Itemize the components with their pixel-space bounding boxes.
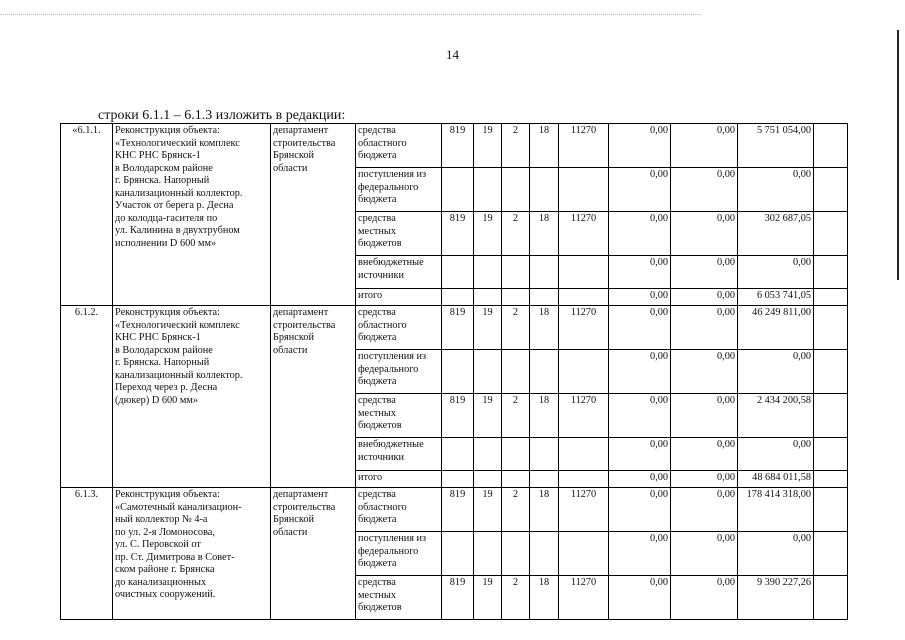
amount-value: 0,00 <box>738 438 814 471</box>
amount-value: 0,00 <box>671 256 738 289</box>
funding-source <box>356 289 442 306</box>
budget-code: 2 <box>502 124 530 168</box>
entry-executor <box>271 306 356 488</box>
amount-value: 0,00 <box>609 394 671 438</box>
budget-code <box>530 289 559 306</box>
budget-code <box>474 168 502 212</box>
budget-code: 819 <box>442 394 474 438</box>
budget-code: 11270 <box>559 306 609 350</box>
cell-line: исполнении D 600 мм» <box>115 237 217 249</box>
empty-cell <box>814 289 848 306</box>
empty-cell <box>814 576 848 620</box>
scan-artifact-line <box>0 14 700 15</box>
amount-value: 0,00 <box>609 488 671 532</box>
funding-source <box>356 306 442 350</box>
amount-value: 302 687,05 <box>738 212 814 256</box>
amount-value: 0,00 <box>671 394 738 438</box>
cell-line: бюджетов <box>358 420 402 431</box>
cell-line: поступления из <box>358 351 427 362</box>
budget-code: 11270 <box>559 124 609 168</box>
amount-value: 0,00 <box>671 350 738 394</box>
cell-line: по ул. 2-я Ломоносова, <box>115 526 215 538</box>
budget-code: 18 <box>530 576 559 620</box>
budget-code: 819 <box>442 306 474 350</box>
budget-code: 19 <box>474 488 502 532</box>
amount-value: 0,00 <box>671 532 738 576</box>
cell-line: бюджета <box>358 194 397 205</box>
budget-code: 19 <box>474 576 502 620</box>
cell-line: Реконструкция объекта: <box>115 489 220 500</box>
cell-line: канализационный коллектор. <box>115 369 243 381</box>
intro-text: строки 6.1.1 – 6.1.3 изложить в редакции: <box>98 108 346 123</box>
budget-code <box>530 256 559 289</box>
amount-value: 6 053 741,05 <box>738 289 814 306</box>
budget-code <box>559 532 609 576</box>
cell-line: Брянской <box>273 332 315 343</box>
budget-code <box>474 532 502 576</box>
cell-line: областного <box>358 137 407 149</box>
cell-line: итого <box>358 472 383 483</box>
budget-code: 18 <box>530 394 559 438</box>
empty-cell <box>814 168 848 212</box>
budget-code <box>530 532 559 576</box>
cell-line: «Технологический комплекс <box>115 319 240 331</box>
budget-code <box>502 350 530 394</box>
cell-line: областного <box>358 501 407 513</box>
empty-cell <box>814 212 848 256</box>
amount-value: 0,00 <box>609 289 671 306</box>
cell-line: КНС РНС Брянск-1 <box>115 150 201 161</box>
funding-source <box>356 576 442 620</box>
amount-value: 0,00 <box>671 168 738 212</box>
cell-line: в Володарском районе <box>115 344 213 356</box>
cell-line: ный коллектор № 4-а <box>115 514 208 525</box>
empty-cell <box>814 471 848 488</box>
budget-code: 18 <box>530 124 559 168</box>
budget-code <box>559 350 609 394</box>
entry-number: 6.1.2. <box>61 306 113 488</box>
budget-code <box>502 289 530 306</box>
budget-code <box>442 532 474 576</box>
empty-cell <box>814 124 848 168</box>
cell-line: местных <box>358 407 396 419</box>
cell-line: бюджетов <box>358 238 402 249</box>
amount-value: 0,00 <box>671 306 738 350</box>
cell-line: Реконструкция объекта: <box>115 307 220 318</box>
cell-line: бюджетов <box>358 602 402 613</box>
cell-line: департамент <box>273 307 329 318</box>
empty-cell <box>814 532 848 576</box>
funding-source <box>356 438 442 471</box>
budget-code <box>442 256 474 289</box>
amount-value: 0,00 <box>671 576 738 620</box>
budget-code <box>502 532 530 576</box>
cell-line: КНС РНС Брянск-1 <box>115 332 201 343</box>
empty-cell <box>814 350 848 394</box>
cell-line: средства <box>358 577 396 588</box>
amount-value: 0,00 <box>609 471 671 488</box>
budget-code: 2 <box>502 576 530 620</box>
budget-code <box>474 256 502 289</box>
budget-code <box>474 350 502 394</box>
cell-line: федерального <box>358 181 419 193</box>
amount-value: 48 684 011,58 <box>738 471 814 488</box>
budget-code <box>530 168 559 212</box>
budget-code <box>502 471 530 488</box>
amount-value: 5 751 054,00 <box>738 124 814 168</box>
table-row <box>61 124 848 168</box>
cell-line: пр. Ст. Димитрова в Совет- <box>115 551 235 563</box>
cell-line: федерального <box>358 363 419 375</box>
amount-value: 0,00 <box>738 350 814 394</box>
cell-line: в Володарском районе <box>115 162 213 174</box>
cell-line: средства <box>358 125 396 136</box>
cell-line: г. Брянска. Напорный <box>115 175 210 186</box>
cell-line: «Технологический комплекс <box>115 137 240 149</box>
cell-line: источники <box>358 451 405 463</box>
budget-table <box>60 123 848 620</box>
cell-line: местных <box>358 589 396 601</box>
budget-code <box>442 438 474 471</box>
cell-line: средства <box>358 395 396 406</box>
cell-line: области <box>273 526 308 538</box>
entry-name <box>113 488 271 620</box>
amount-value: 9 390 227,26 <box>738 576 814 620</box>
cell-line: бюджета <box>358 376 397 387</box>
amount-value: 0,00 <box>671 124 738 168</box>
cell-line: очистных сооружений. <box>115 589 216 600</box>
budget-code <box>502 438 530 471</box>
funding-source <box>356 168 442 212</box>
budget-code <box>442 471 474 488</box>
amount-value: 0,00 <box>609 576 671 620</box>
amount-value: 0,00 <box>738 256 814 289</box>
budget-code: 11270 <box>559 488 609 532</box>
budget-code: 2 <box>502 306 530 350</box>
amount-value: 0,00 <box>671 289 738 306</box>
cell-line: строительства <box>273 319 336 331</box>
empty-cell <box>814 306 848 350</box>
budget-code: 2 <box>502 488 530 532</box>
amount-value: 2 434 200,58 <box>738 394 814 438</box>
cell-line: департамент <box>273 489 329 500</box>
page-number: 14 <box>446 47 459 62</box>
empty-cell <box>814 438 848 471</box>
budget-code: 819 <box>442 212 474 256</box>
table-row <box>61 306 848 350</box>
amount-value: 0,00 <box>671 488 738 532</box>
amount-value: 0,00 <box>671 212 738 256</box>
entry-executor <box>271 124 356 306</box>
budget-code <box>530 438 559 471</box>
cell-line: средства <box>358 213 396 224</box>
budget-code <box>442 168 474 212</box>
budget-code: 19 <box>474 394 502 438</box>
amount-value: 0,00 <box>671 471 738 488</box>
cell-line: внебюджетные <box>358 439 424 450</box>
cell-line: внебюджетные <box>358 257 424 268</box>
cell-line: ул. Калинина в двухтрубном <box>115 225 240 236</box>
budget-code <box>530 350 559 394</box>
budget-code <box>474 471 502 488</box>
budget-code <box>559 256 609 289</box>
amount-value: 0,00 <box>609 350 671 394</box>
budget-code <box>442 350 474 394</box>
entry-number: 6.1.3. <box>61 488 113 620</box>
entry-name <box>113 124 271 306</box>
cell-line: бюджета <box>358 150 397 161</box>
cell-line: бюджета <box>358 558 397 569</box>
cell-line: ском районе г. Брянска <box>115 564 215 575</box>
empty-cell <box>814 256 848 289</box>
entry-number: «6.1.1. <box>61 124 113 306</box>
cell-line: области <box>273 344 308 356</box>
budget-code <box>559 289 609 306</box>
amount-value: 0,00 <box>609 532 671 576</box>
funding-source <box>356 212 442 256</box>
budget-code <box>530 471 559 488</box>
cell-line: бюджета <box>358 514 397 525</box>
cell-line: «Самотечный канализацион- <box>115 501 242 513</box>
amount-value: 178 414 318,00 <box>738 488 814 532</box>
cell-line: г. Брянска. Напорный <box>115 357 210 368</box>
cell-line: Участок от берега р. Десна <box>115 200 234 211</box>
cell-line: бюджета <box>358 332 397 343</box>
budget-code: 2 <box>502 394 530 438</box>
funding-source <box>356 532 442 576</box>
budget-code: 19 <box>474 306 502 350</box>
budget-table-body <box>61 124 848 620</box>
cell-line: департамент <box>273 125 329 136</box>
cell-line: федерального <box>358 545 419 557</box>
cell-line: до колодца-гасителя по <box>115 212 218 224</box>
amount-value: 0,00 <box>671 438 738 471</box>
amount-value: 46 249 811,00 <box>738 306 814 350</box>
budget-code <box>502 256 530 289</box>
budget-code: 18 <box>530 306 559 350</box>
amount-value: 0,00 <box>609 438 671 471</box>
budget-code: 2 <box>502 212 530 256</box>
amount-value: 0,00 <box>609 256 671 289</box>
budget-code: 18 <box>530 488 559 532</box>
cell-line: средства <box>358 307 396 318</box>
budget-code: 819 <box>442 576 474 620</box>
cell-line: области <box>273 162 308 174</box>
budget-code <box>559 438 609 471</box>
amount-value: 0,00 <box>738 168 814 212</box>
funding-source <box>356 350 442 394</box>
cell-line: средства <box>358 489 396 500</box>
empty-cell <box>814 394 848 438</box>
budget-code: 19 <box>474 124 502 168</box>
cell-line: Брянской <box>273 514 315 525</box>
cell-line: до канализационных <box>115 576 207 588</box>
cell-line: местных <box>358 225 396 237</box>
scan-margin-bar <box>897 30 899 280</box>
budget-code <box>442 289 474 306</box>
funding-source <box>356 256 442 289</box>
budget-code: 18 <box>530 212 559 256</box>
amount-value: 0,00 <box>609 306 671 350</box>
funding-source <box>356 394 442 438</box>
cell-line: источники <box>358 269 405 281</box>
budget-code <box>502 168 530 212</box>
empty-cell <box>814 488 848 532</box>
amount-value: 0,00 <box>609 212 671 256</box>
cell-line: итого <box>358 290 383 301</box>
cell-line: поступления из <box>358 169 427 180</box>
cell-line: Переход через р. Десна <box>115 382 218 393</box>
cell-line: (дюкер) D 600 мм» <box>115 394 199 406</box>
budget-code <box>474 438 502 471</box>
cell-line: областного <box>358 319 407 331</box>
amount-value: 0,00 <box>609 124 671 168</box>
budget-code: 11270 <box>559 394 609 438</box>
cell-line: ул. С. Перовской от <box>115 539 201 550</box>
table-row <box>61 488 848 532</box>
budget-code: 819 <box>442 124 474 168</box>
funding-source <box>356 124 442 168</box>
amount-value: 0,00 <box>609 168 671 212</box>
budget-code <box>559 168 609 212</box>
entry-name <box>113 306 271 488</box>
cell-line: поступления из <box>358 533 427 544</box>
budget-code: 819 <box>442 488 474 532</box>
cell-line: Брянской <box>273 150 315 161</box>
funding-source <box>356 488 442 532</box>
cell-line: канализационный коллектор. <box>115 187 243 199</box>
entry-executor <box>271 488 356 620</box>
cell-line: Реконструкция объекта: <box>115 125 220 136</box>
amount-value: 0,00 <box>738 532 814 576</box>
budget-code <box>559 471 609 488</box>
budget-code <box>474 289 502 306</box>
budget-code: 11270 <box>559 576 609 620</box>
cell-line: строительства <box>273 137 336 149</box>
funding-source <box>356 471 442 488</box>
budget-code: 11270 <box>559 212 609 256</box>
cell-line: строительства <box>273 501 336 513</box>
budget-code: 19 <box>474 212 502 256</box>
